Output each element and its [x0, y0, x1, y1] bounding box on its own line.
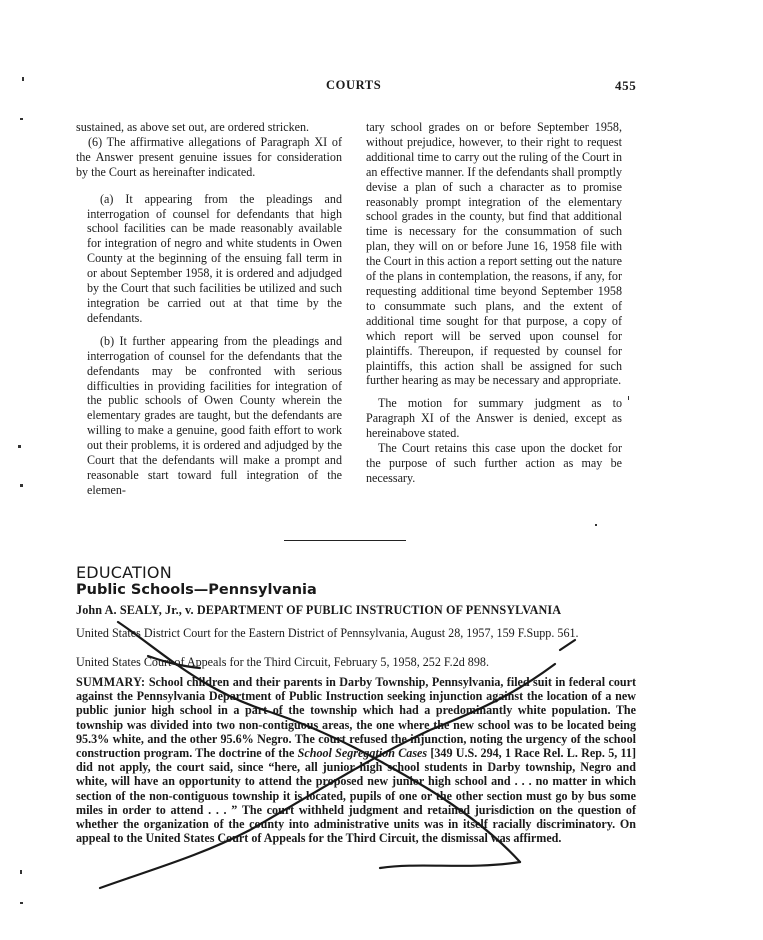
summary-text: School children and their parents in Darby Township, Pennsylvania, filed suit in federal court against the Pennsylvania Department of Public Instruction seeking injunction against the location of a new public junior high school in a part of the township which had a predominantly white population. The township was divided into two non-contiguous areas, the one where the new school was to be located being 95.3% white, and the other 95.6% Negro. The court refused the injunction, noting the urgency of the school construction program. The doctrine of the	[76, 675, 636, 761]
paragraph: (a) It appearing from the pleadings and interrogation of counsel for defendants that high school facilities can be made reasonably available for integration of negro and white students in Owen County at the beginning of the ensuing fall term in or about September 1958, it is ordered and adjudged by the Court that such facilities be utilized and such integration be carried out at that time by the defendants.	[87, 191, 342, 325]
scan-speck	[628, 396, 629, 400]
section-subheading: Public Schools—Pennsylvania	[76, 582, 317, 598]
scan-speck	[20, 118, 23, 120]
scan-speck	[18, 445, 21, 448]
paragraph: sustained, as above set out, are ordered stricken.	[76, 120, 310, 134]
paragraph: tary school grades on or before September 1958, without prejudice, however, to their right to request additional time to carry out the ruling of the Court in an effective manner. If the defendants shall promptly devise a plan of such a character as to promise reasonably prompt integration of the elementary school grades in the county, but find that additional time is necessary for the consummation of such plan, they will on or before June 16, 1958 file with the Court in this action a report setting out the nature of the plans in contemplation, the reasons, if any, for requesting additional time beyond September 1958 to consummate such plans, and the extent of additional time sought for that purpose, a copy of which report will be served upon counsel for plaintiffs. Thereupon, if requested by counsel for plaintiffs, this action shall be assigned for such further hearing as may be necessary and appropriate.	[366, 120, 622, 388]
running-title: COURTS	[326, 78, 382, 92]
case-summary	[76, 675, 636, 845]
scan-speck	[20, 870, 22, 874]
summary-text-continued: [349 U.S. 294, 1 Race Rel. L. Rep. 5, 11] did not apply, the court said, since “here, all junior high school students in Darby township, Negro and white, will have an opportunity to attend the proposed new junior high school and . . . no matter in which section of the non-contiguous township it is located, pupils of one or the other section must go by bus some miles in order to attend . . . ” The court withheld judgment and retained jurisdiction on the question of whether the organization of the county into administrative units was in itself racially discriminatory. On appeal to the United States Court of Appeals for the Third Circuit, the dismissal was affirmed.	[76, 746, 636, 846]
left-column	[76, 120, 342, 498]
page-number: 455	[615, 78, 637, 93]
pen-stroke	[380, 862, 520, 868]
summary-label: SUMMARY:	[76, 675, 146, 689]
right-column	[366, 120, 622, 486]
scan-speck	[595, 524, 597, 526]
scan-speck	[20, 484, 23, 487]
summary-case-name: School Segregation Cases	[297, 746, 428, 761]
pen-stroke	[560, 640, 575, 650]
court-citation-appeals: United States Court of Appeals for the Third Circuit, February 5, 1958, 252 F.2d 898.	[76, 655, 489, 669]
paragraph: (b) It further appearing from the pleadings and interrogation of counsel for the defendants that the defendants may be confronted with serious difficulties in providing facilities for integration of the public schools of Owen County wherein the elementary grades are taught, but the defendants are willing to make a genuine, good faith effort to work out their problems, it is ordered and adjudged by the Court that the defendants will make a prompt and reasonable start toward full integration of the elemen-	[87, 333, 342, 497]
court-citation-district: United States District Court for the Eastern District of Pennsylvania, August 28, 1957, 159 F.Supp. 561.	[76, 626, 579, 640]
case-title: John A. SEALY, Jr., v. DEPARTMENT OF PUBLIC INSTRUCTION OF PENNSYLVANIA	[76, 603, 562, 617]
paragraph: The Court retains this case upon the docket for the purpose of such further action as may be necessary.	[366, 441, 622, 485]
paragraph: The motion for summary judgment as to Paragraph XI of the Answer is denied, except as hereinabove stated.	[366, 396, 622, 441]
scan-speck	[22, 77, 24, 81]
paragraph: (6) The affirmative allegations of Paragraph XI of the Answer present genuine issues for consideration by the Court as hereinafter indicated.	[76, 134, 342, 179]
scan-speck	[20, 902, 23, 904]
section-divider	[284, 540, 406, 541]
section-heading: EDUCATION	[76, 563, 172, 582]
